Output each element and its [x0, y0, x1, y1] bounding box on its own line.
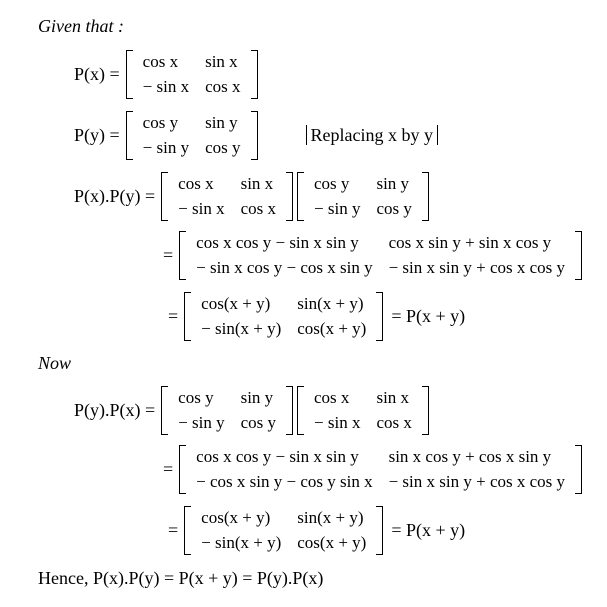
now-label: Now — [38, 353, 72, 373]
matrix-cell: − sin x sin y + cos x cos y — [388, 258, 566, 277]
matrix-cell: − cos x sin y − cos y sin x — [196, 472, 373, 491]
matrix-cell: cos y — [240, 413, 277, 432]
step5-matrix — [179, 445, 582, 494]
matrix-cell: − sin(x + y) — [201, 319, 282, 338]
matrix-cell: − sin y — [178, 413, 225, 432]
equation-simplified-xy — [168, 292, 465, 341]
matrix-cell: cos x cos y − sin x sin y — [196, 233, 359, 252]
step5-lhs: = — [163, 459, 174, 479]
matrix-cell: cos x — [205, 77, 241, 96]
equation-product-yx — [74, 386, 431, 435]
step6-lhs: = — [168, 520, 179, 540]
matrix-cell: sin(x + y) — [297, 508, 364, 527]
step2-matrix — [179, 231, 582, 280]
matrix-cell: − sin x cos y − cos x sin y — [196, 258, 373, 277]
step2-lhs: = — [163, 245, 174, 265]
step6-rhs: = P(x + y) — [391, 520, 466, 540]
py-lhs: P(y) = — [74, 125, 120, 145]
step1-matrix-right — [297, 172, 429, 221]
matrix-cell: cos x — [240, 199, 277, 218]
matrix-cell: cos y — [314, 174, 350, 193]
matrix-cell: sin(x + y) — [297, 294, 364, 313]
matrix-cell: cos x sin y + sin x cos y — [388, 233, 552, 252]
step4-matrix-left — [161, 386, 293, 435]
px-matrix — [126, 50, 258, 99]
step3-rhs: = P(x + y) — [391, 306, 466, 326]
matrix-cell: cos(x + y) — [297, 533, 367, 552]
matrix-cell: sin y — [376, 174, 410, 193]
matrix-cell: cos(x + y) — [297, 319, 367, 338]
matrix-cell: cos x — [178, 174, 214, 193]
py-matrix — [126, 111, 258, 160]
note-text: Replacing x by y — [306, 125, 438, 145]
matrix-cell: − sin x — [178, 199, 225, 218]
matrix-cell: − sin x — [142, 77, 190, 96]
matrix-cell: sin x — [240, 174, 274, 193]
matrix-cell: cos x — [142, 52, 179, 71]
step1-matrix-left — [161, 172, 293, 221]
matrix-cell: − sin x sin y + cos x cos y — [388, 472, 566, 491]
step6-matrix — [184, 506, 383, 555]
matrix-cell: cos x cos y − sin x sin y — [196, 447, 359, 466]
equation-simplified-yx — [168, 506, 465, 555]
matrix-cell: − sin(x + y) — [201, 533, 282, 552]
equation-product-xy — [74, 172, 431, 221]
matrix-cell: cos y — [376, 199, 412, 218]
matrix-cell: cos x — [376, 413, 412, 432]
matrix-cell: − sin y — [314, 199, 361, 218]
matrix-cell: sin x — [205, 52, 238, 71]
step1-lhs: P(x).P(y) = — [74, 186, 156, 206]
matrix-cell: sin y — [205, 113, 238, 132]
step3-matrix — [184, 292, 383, 341]
matrix-cell: sin y — [240, 388, 274, 407]
matrix-cell: cos y — [142, 113, 179, 132]
step4-matrix-right — [297, 386, 429, 435]
equation-py — [74, 111, 438, 160]
equation-px — [74, 50, 260, 99]
matrix-cell: cos y — [205, 138, 241, 157]
step4-lhs: P(y).P(x) = — [74, 400, 156, 420]
matrix-cell: sin x cos y + cos x sin y — [388, 447, 552, 466]
px-lhs: P(x) = — [74, 64, 120, 84]
step3-lhs: = — [168, 306, 179, 326]
note-replacing — [306, 125, 438, 146]
matrix-cell: cos y — [178, 388, 214, 407]
matrix-cell: cos(x + y) — [201, 508, 271, 527]
equation-expanded-yx — [163, 445, 584, 494]
matrix-cell: cos(x + y) — [201, 294, 271, 313]
hence-conclusion: Hence, P(x).P(y) = P(x + y) = P(y).P(x) — [38, 568, 324, 588]
matrix-cell: cos x — [314, 388, 350, 407]
equation-expanded-xy — [163, 231, 584, 280]
given-label: Given that : — [38, 16, 124, 36]
matrix-cell: − sin x — [314, 413, 361, 432]
matrix-cell: − sin y — [142, 138, 190, 157]
matrix-cell: sin x — [376, 388, 410, 407]
